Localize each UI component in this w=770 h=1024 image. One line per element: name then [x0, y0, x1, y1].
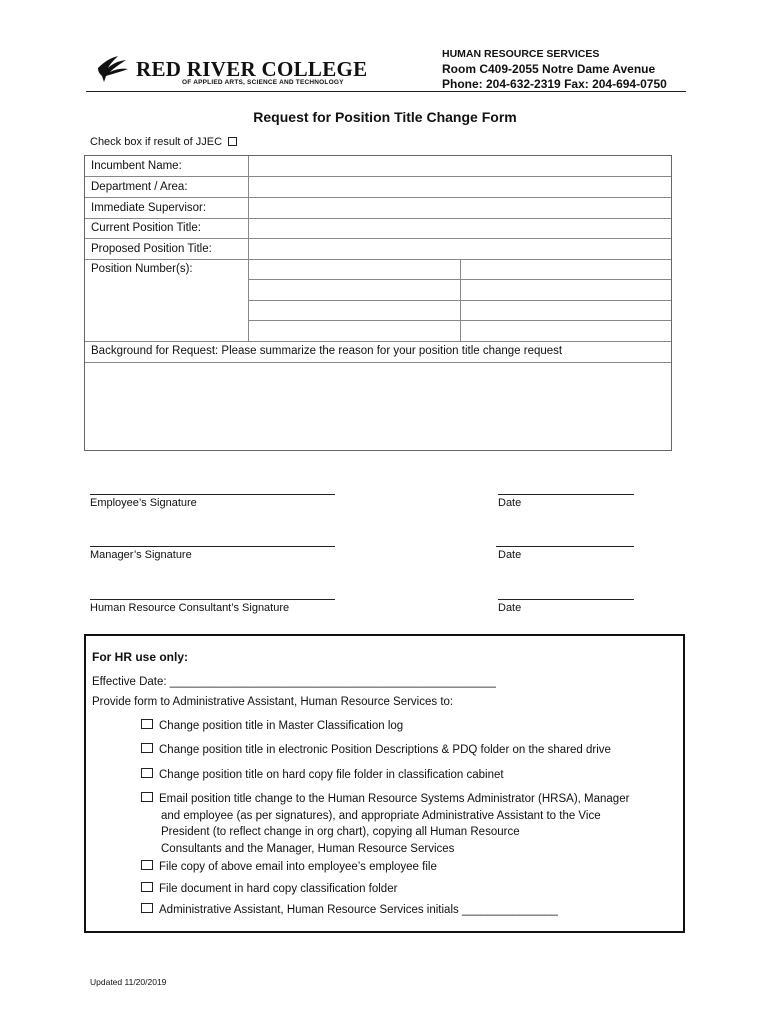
- manager-signature-label: Manager’s Signature: [90, 549, 192, 561]
- employee-signature-line[interactable]: [90, 494, 335, 495]
- employee-date-line[interactable]: [498, 494, 634, 495]
- jjec-row: [90, 136, 237, 148]
- header-divider: [86, 91, 686, 92]
- checklist-text: Change position title in Master Classification log: [159, 720, 404, 732]
- proposed-title-label: Proposed Position Title:: [91, 243, 212, 255]
- consultant-date-label: Date: [498, 602, 522, 614]
- current-title-label: Current Position Title:: [91, 222, 201, 234]
- checklist-text: President (to reflect change in org chart), copying all Human Resource: [161, 826, 520, 838]
- hr-use-section: [84, 634, 685, 933]
- checkbox-electronic-pd-folder[interactable]: [141, 743, 153, 753]
- current-title-field[interactable]: [249, 219, 671, 238]
- jjec-label: Check box if result of JJEC: [90, 136, 223, 148]
- college-subtitle: OF APPLIED ARTS, SCIENCE AND TECHNOLOGY: [182, 79, 344, 86]
- checklist-text: Consultants and the Manager, Human Resource Services: [161, 842, 455, 855]
- updated-date: Updated 11/20/2019: [90, 977, 167, 987]
- background-field[interactable]: [85, 363, 671, 450]
- checkbox-classification-folder[interactable]: [141, 882, 153, 892]
- checkbox-hard-copy-folder[interactable]: [141, 768, 153, 778]
- consultant-date-line[interactable]: [498, 599, 634, 600]
- checklist-text: Administrative Assistant, Human Resource Services initials _______________: [159, 904, 558, 916]
- consultant-signature-line[interactable]: [90, 599, 335, 600]
- checkbox-email-notification[interactable]: [141, 792, 153, 802]
- checklist-item-classification-folder: [141, 881, 397, 898]
- effective-date-field[interactable]: Effective Date: ___________________________________________________: [92, 676, 496, 688]
- position-number-field-2[interactable]: [461, 260, 671, 341]
- college-name: RED RIVER COLLEGE: [136, 57, 368, 81]
- checklist-item-employee-file-copy: [141, 859, 437, 876]
- checkbox-assistant-initials[interactable]: [141, 903, 153, 913]
- department-address: Room C409-2055 Notre Dame Avenue: [442, 62, 656, 76]
- checklist-item-hard-copy-folder: [141, 767, 504, 784]
- incumbent-name-label: Incumbent Name:: [91, 160, 182, 172]
- jjec-checkbox[interactable]: [228, 137, 237, 146]
- employee-signature-label: Employee’s Signature: [90, 497, 197, 509]
- department-label: Department / Area:: [91, 181, 188, 193]
- department-name: HUMAN RESOURCE SERVICES: [442, 48, 600, 60]
- incumbent-name-field[interactable]: [249, 156, 671, 176]
- manager-signature-line[interactable]: [90, 546, 335, 547]
- checklist-item-email-notification: [141, 791, 629, 857]
- checklist-item-electronic-pd-folder: [141, 742, 611, 759]
- checklist-text: File document in hard copy classification folder: [159, 883, 398, 895]
- form-title: Request for Position Title Change Form: [253, 109, 517, 125]
- provide-instructions: Provide form to Administrative Assistant, Human Resource Services to:: [92, 696, 454, 708]
- checkbox-employee-file-copy[interactable]: [141, 860, 153, 870]
- background-label: Background for Request: Please summarize the reason for your position title change request: [91, 345, 563, 357]
- checklist-text: File copy of above email into employee’s employee file: [159, 861, 437, 873]
- manager-date-line[interactable]: [496, 546, 634, 547]
- checklist-item-assistant-initials: [141, 902, 558, 919]
- hr-section-title: For HR use only:: [92, 650, 189, 664]
- manager-date-label: Date: [498, 549, 522, 561]
- checklist-text: and employee (as per signatures), and appropriate Administrative Assistant to the Vice: [161, 809, 601, 822]
- position-number-field-1[interactable]: [249, 260, 459, 341]
- checkbox-master-log[interactable]: [141, 719, 153, 729]
- college-logo-icon: [96, 52, 130, 84]
- checklist-text: Change position title on hard copy file folder in classification cabinet: [159, 769, 504, 781]
- department-field[interactable]: [249, 177, 671, 197]
- proposed-title-field[interactable]: [249, 239, 671, 259]
- consultant-signature-label: Human Resource Consultant’s Signature: [90, 602, 290, 614]
- supervisor-label: Immediate Supervisor:: [91, 202, 207, 214]
- checklist-text: Email position title change to the Human Resource Systems Administrator (HRSA), Manager: [159, 793, 630, 805]
- supervisor-field[interactable]: [249, 198, 671, 218]
- request-table: [84, 155, 672, 451]
- checklist-item-master-log: [141, 718, 403, 735]
- department-phone: Phone: 204-632-2319 Fax: 204-694-0750: [442, 77, 667, 91]
- position-numbers-label: Position Number(s):: [91, 263, 193, 275]
- employee-date-label: Date: [498, 497, 522, 509]
- checklist-text: Change position title in electronic Position Descriptions & PDQ folder on the shared drive: [159, 744, 611, 756]
- college-logo: [96, 50, 368, 90]
